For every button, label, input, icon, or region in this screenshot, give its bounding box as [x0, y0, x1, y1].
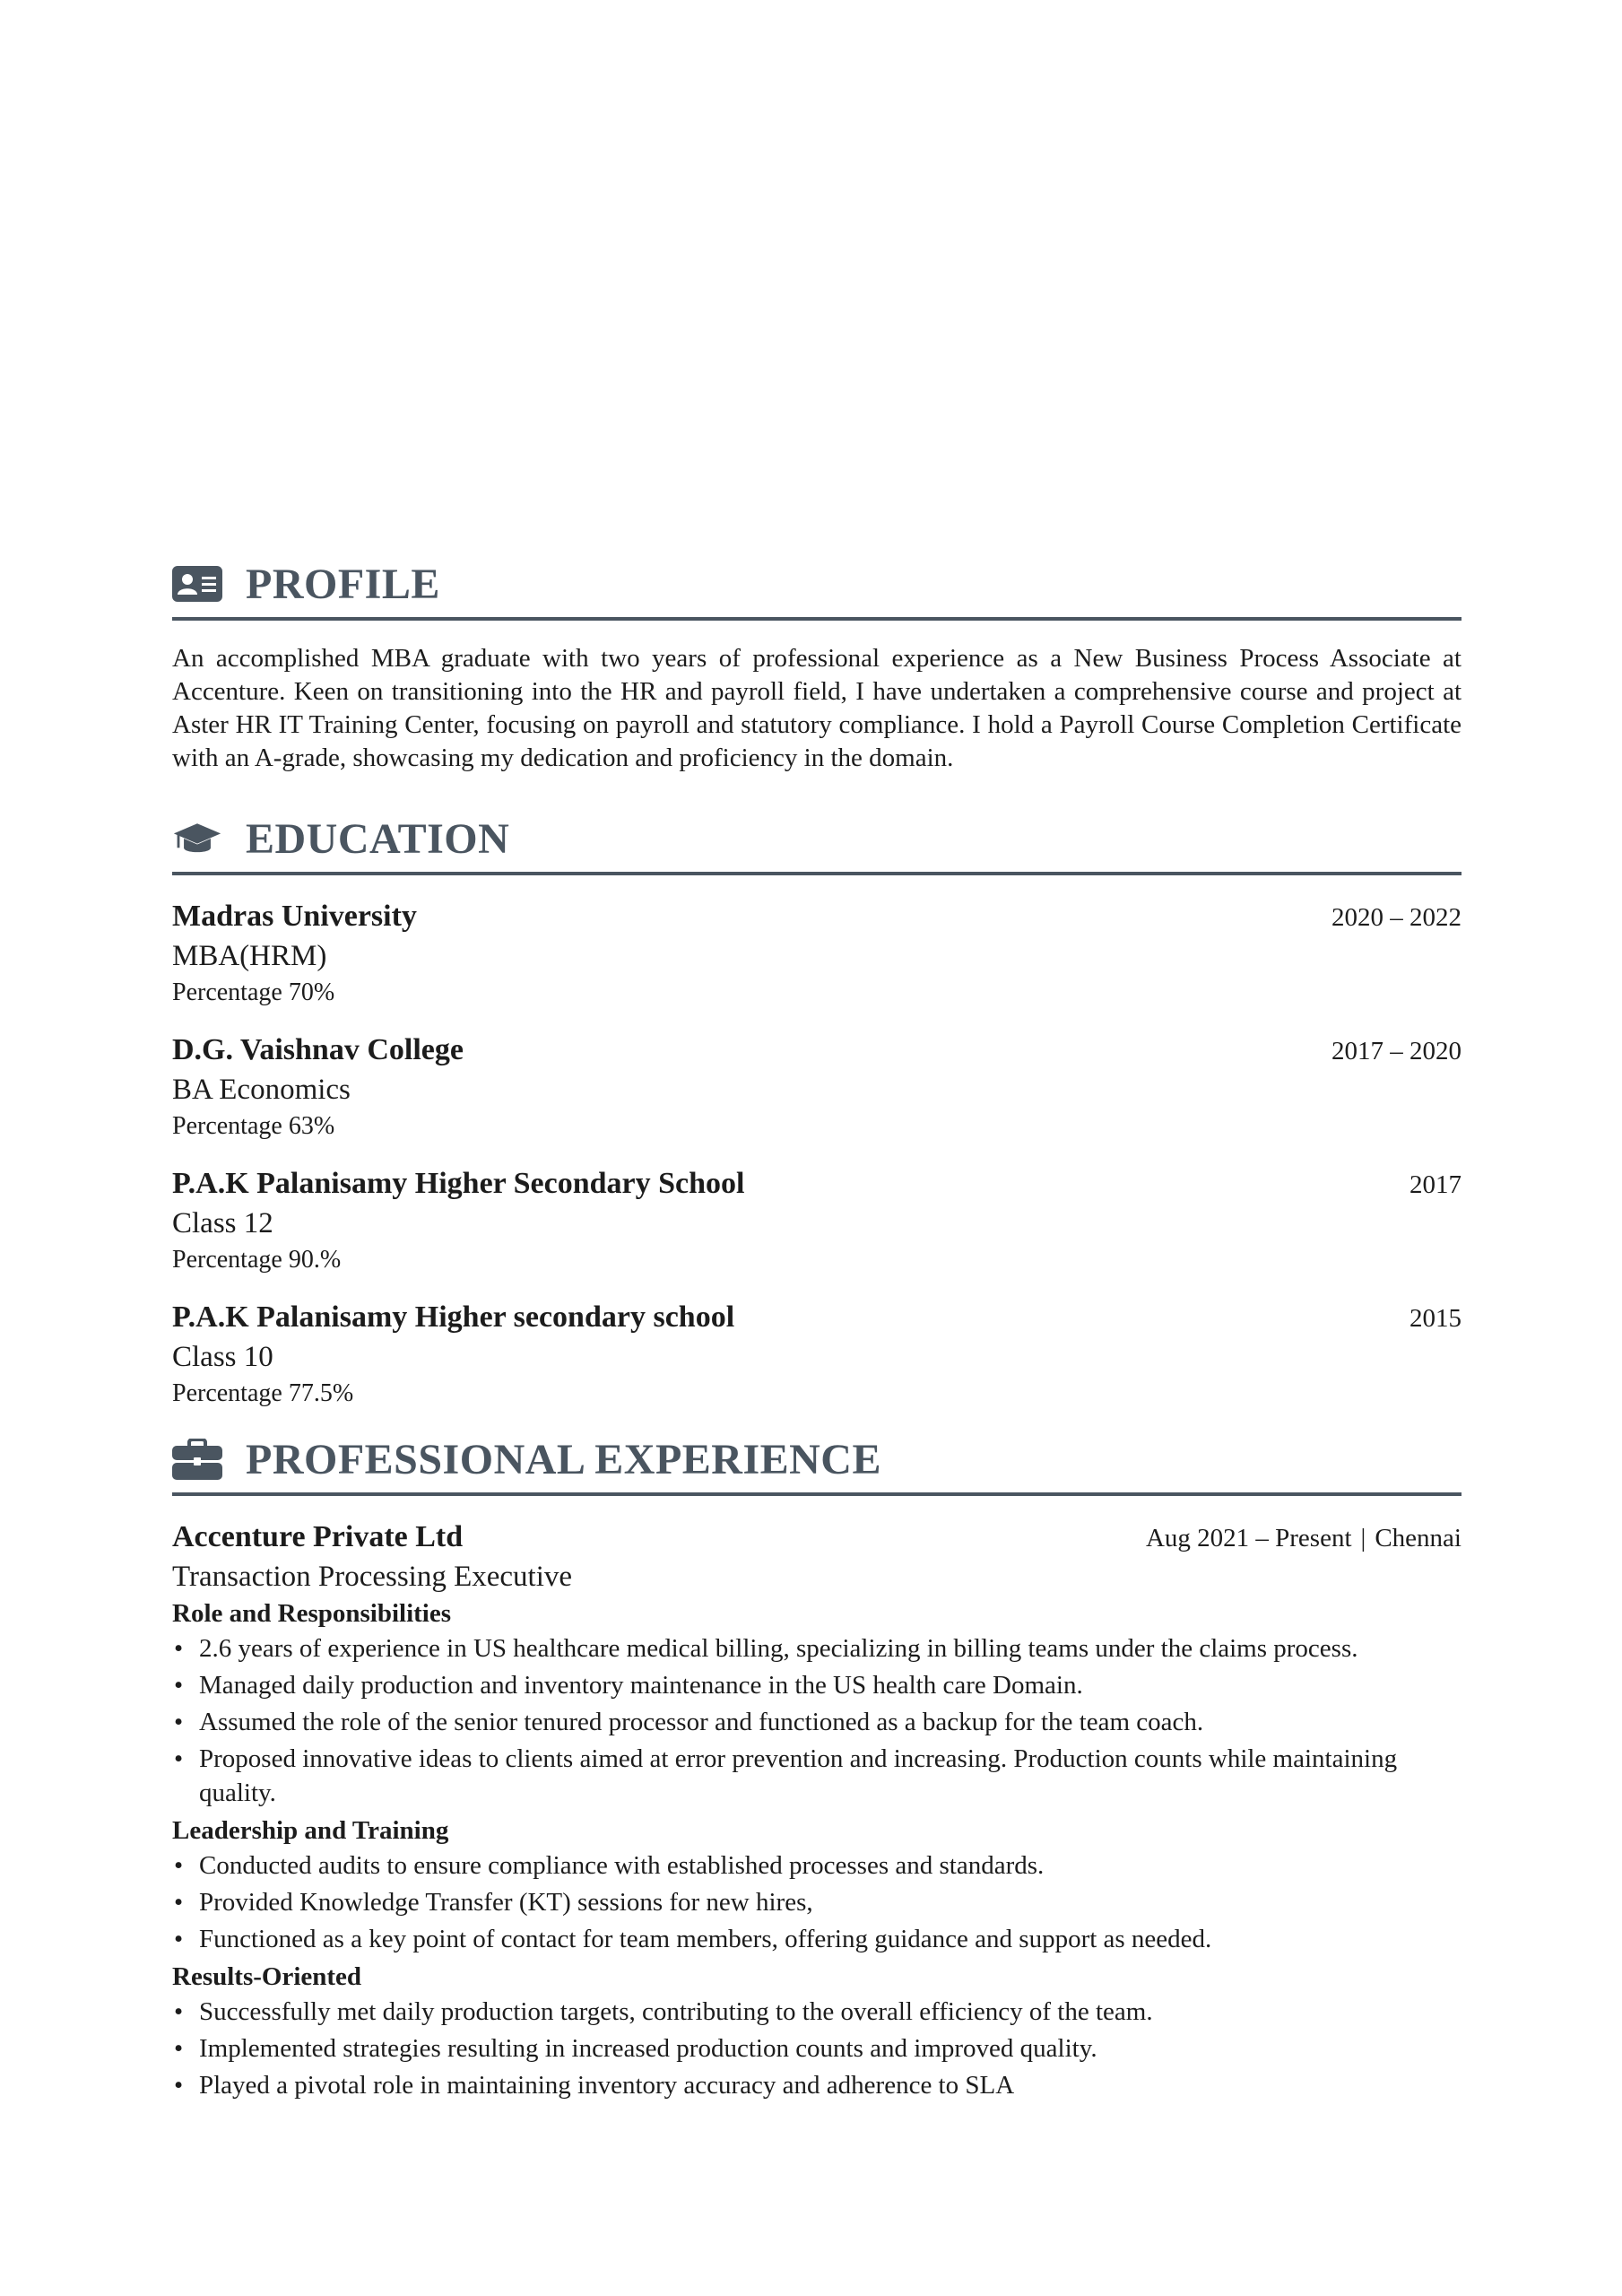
institution-name: Madras University: [172, 900, 417, 933]
company-name: Accenture Private Ltd: [172, 1520, 464, 1553]
job-location: Chennai: [1375, 1524, 1462, 1552]
list-item: • Conducted audits to ensure compliance with established processes and standards.: [172, 1848, 1462, 1883]
profile-summary: An accomplished MBA graduate with two years of professional experience as a New Business Process Associate at Accenture. Keen on transitioning into the HR and payroll field, I have undertaken a comprehensive course and project at Aster HR IT Training Center, focusing on payroll and statutory compliance. I hold a Payroll Course Completion Certificate with an A-grade, showcasing my dedication and proficiency in the domain.: [172, 644, 1462, 772]
list-item: • Implemented strategies resulting in increased production counts and improved quality.: [172, 2031, 1462, 2066]
list-item: • Successfully met daily production targets, contributing to the overall efficiency of the team.: [172, 1995, 1462, 2029]
degree: Class 10: [172, 1341, 273, 1373]
job-entry: [172, 1518, 1462, 2102]
education-dates: 2015: [1409, 1304, 1462, 1333]
group-heading: Leadership and Training: [172, 1816, 449, 1845]
job-title: Transaction Processing Executive: [172, 1561, 573, 1593]
education-dates: 2020 – 2022: [1331, 903, 1462, 932]
percentage: Percentage 63%: [172, 1112, 335, 1140]
job-dates-location: [1146, 1518, 1462, 1558]
list-item: • Played a pivotal role in maintaining inventory accuracy and adherence to SLA: [172, 2068, 1462, 2102]
education-dates: 2017: [1409, 1170, 1462, 1199]
profile-heading: PROFILE: [246, 560, 440, 608]
resume-page: [172, 556, 1462, 2105]
list-item: • Managed daily production and inventory maintenance in the US health care Domain.: [172, 1668, 1462, 1702]
experience-section-header: [172, 1431, 1462, 1496]
percentage: Percentage 77.5%: [172, 1379, 354, 1407]
separator: |: [1360, 1524, 1366, 1552]
bullet-list: [172, 1995, 1462, 2102]
briefcase-icon: [172, 1439, 222, 1480]
id-card-icon: [172, 563, 222, 604]
bullet-list: [172, 1631, 1462, 1810]
education-entry: [172, 1031, 1462, 1144]
institution-name: P.A.K Palanisamy Higher secondary school: [172, 1300, 735, 1334]
education-entry: [172, 1298, 1462, 1412]
degree: Class 12: [172, 1207, 273, 1239]
degree: MBA(HRM): [172, 940, 327, 972]
degree: BA Economics: [172, 1074, 351, 1106]
group-heading: Role and Responsibilities: [172, 1599, 451, 1628]
percentage: Percentage 70%: [172, 978, 335, 1006]
education-section-header: [172, 811, 1462, 875]
education-heading: EDUCATION: [246, 814, 510, 863]
list-item: • Functioned as a key point of contact for team members, offering guidance and support as needed.: [172, 1922, 1462, 1956]
institution-name: D.G. Vaishnav College: [172, 1033, 464, 1066]
list-item: • Assumed the role of the senior tenured processor and functioned as a backup for the team coach.: [172, 1705, 1462, 1739]
group-heading: Results-Oriented: [172, 1962, 362, 1991]
graduation-cap-icon: [172, 818, 222, 859]
bullet-list: [172, 1848, 1462, 1956]
profile-section-header: [172, 556, 1462, 621]
list-item: • 2.6 years of experience in US healthcare medical billing, specializing in billing teams under the claims process.: [172, 1631, 1462, 1665]
list-item: • Provided Knowledge Transfer (KT) sessions for new hires,: [172, 1885, 1462, 1919]
percentage: Percentage 90.%: [172, 1246, 342, 1274]
education-entry: [172, 897, 1462, 1011]
institution-name: P.A.K Palanisamy Higher Secondary School: [172, 1167, 745, 1200]
job-dates: Aug 2021 – Present: [1145, 1524, 1352, 1552]
education-entry: [172, 1164, 1462, 1278]
experience-heading: PROFESSIONAL EXPERIENCE: [246, 1435, 881, 1483]
list-item: • Proposed innovative ideas to clients aimed at error prevention and increasing. Production counts while maintaining quality.: [172, 1742, 1462, 1810]
education-dates: 2017 – 2020: [1331, 1037, 1462, 1065]
